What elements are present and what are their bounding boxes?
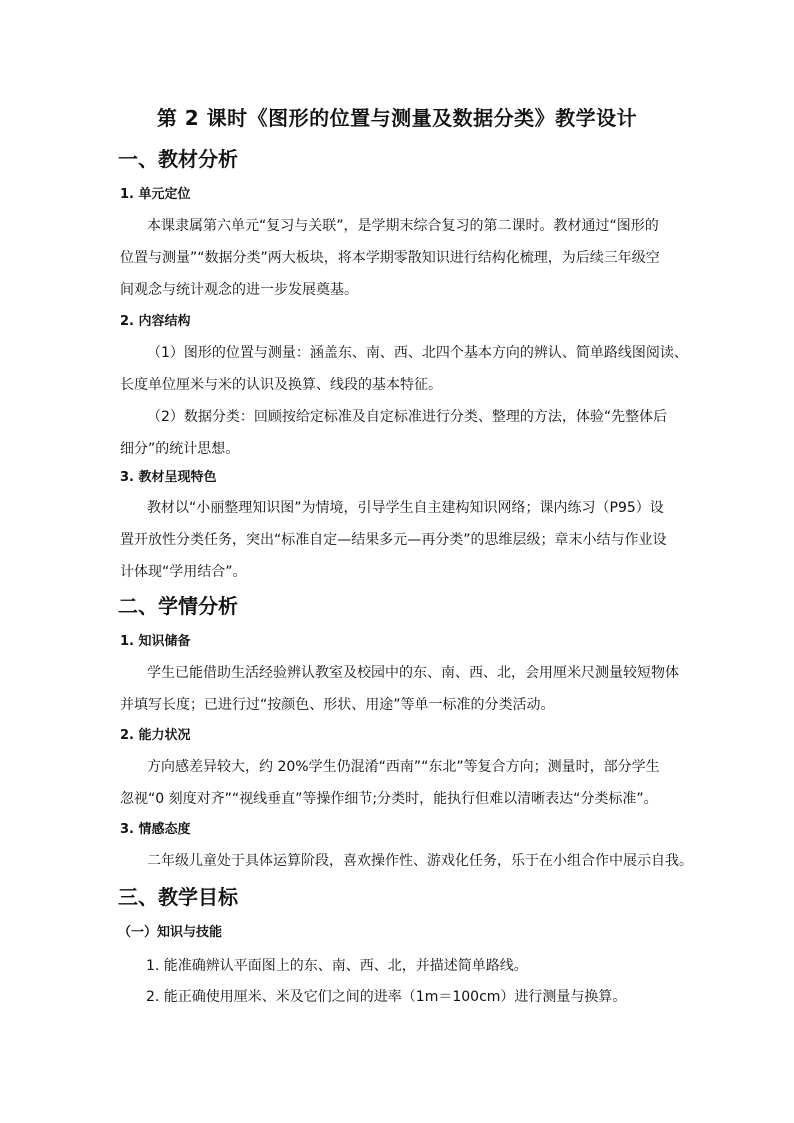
text-line: 位置与测量”“数据分类”两大板块，将本学期零散知识进行结构化梳理，为后续三年级空: [120, 250, 660, 266]
list-item: 1. 能准确辨认平面图上的东、南、西、北，并描述简单路线。: [146, 958, 528, 974]
subheading-knowledge-base: 1. 知识储备: [120, 634, 191, 649]
text-line: 二年级儿童处于具体运算阶段，喜欢操作性、游戏化任务，乐于在小组合作中展示自我。: [147, 853, 693, 869]
text-line: （1）图形的位置与测量：涵盖东、南、西、北四个基本方向的辨认、简单路线图阅读、: [147, 345, 688, 361]
text-line: 本课隶属第六单元“复习与关联”，是学期末综合复习的第二课时。教材通过“图形的: [147, 218, 659, 234]
text-line: （2）数据分类：回顾按给定标准及自定标准进行分类、整理的方法，体验“先整体后: [147, 409, 668, 425]
subheading-textbook-features: 3. 教材呈现特色: [120, 470, 217, 485]
subheading-knowledge-skills: （一）知识与技能: [118, 925, 223, 940]
text-line: 置开放性分类任务，突出“标准自定—结果多元—再分类”的思维层级；章末小结与作业设: [120, 532, 667, 548]
subheading-ability-status: 2. 能力状况: [120, 728, 191, 743]
section-heading-textbook-analysis: 一、教材分析: [118, 147, 238, 171]
text-line: 学生已能借助生活经验辨认教室及校园中的东、南、西、北，会用厘米尺测量较短物体: [147, 665, 679, 681]
text-line: 细分”的统计思想。: [120, 441, 240, 457]
text-line: 长度单位厘米与米的认识及换算、线段的基本特征。: [120, 377, 442, 393]
paragraph-textbook-features: [120, 492, 680, 588]
paragraph-ability-status: [120, 751, 680, 815]
text-line: 计体现“学用结合”。: [120, 564, 247, 580]
paragraph-unit-positioning: [120, 210, 707, 306]
paragraph-content-structure-2: [120, 401, 680, 465]
text-line: 并填写长度；已进行过“按颜色、形状、用途”等单一标准的分类活动。: [120, 697, 555, 713]
subheading-unit-positioning: 1. 单元定位: [120, 187, 191, 202]
subheading-content-structure: 2. 内容结构: [120, 314, 191, 329]
subheading-attitude: 3. 情感态度: [120, 822, 191, 837]
section-heading-teaching-goals: 三、教学目标: [118, 885, 238, 909]
paragraph-content-structure-1: [120, 337, 688, 401]
paragraph-attitude: [120, 845, 693, 877]
text-line: 教材以“小丽整理知识图”为情境，引导学生自主建构知识网络；课内练习（P95）设: [147, 500, 664, 516]
text-line: 方向感差异较大，约 20%学生仍混淆“西南”“东北”等复合方向；测量时，部分学生: [147, 759, 660, 775]
list-item: 2. 能正确使用厘米、米及它们之间的进率（1m＝100cm）进行测量与换算。: [146, 989, 627, 1005]
section-heading-student-analysis: 二、学情分析: [118, 594, 238, 618]
text-line: 忽视“0 刻度对齐”“视线垂直”等操作细节;分类时，能执行但难以清晰表达“分类标准”。: [120, 791, 658, 807]
paragraph-knowledge-base: [120, 657, 680, 721]
text-line: 间观念与统计观念的进一步发展奠基。: [120, 282, 358, 298]
document-title: 第 2 课时《图形的位置与测量及数据分类》教学设计: [156, 106, 638, 130]
